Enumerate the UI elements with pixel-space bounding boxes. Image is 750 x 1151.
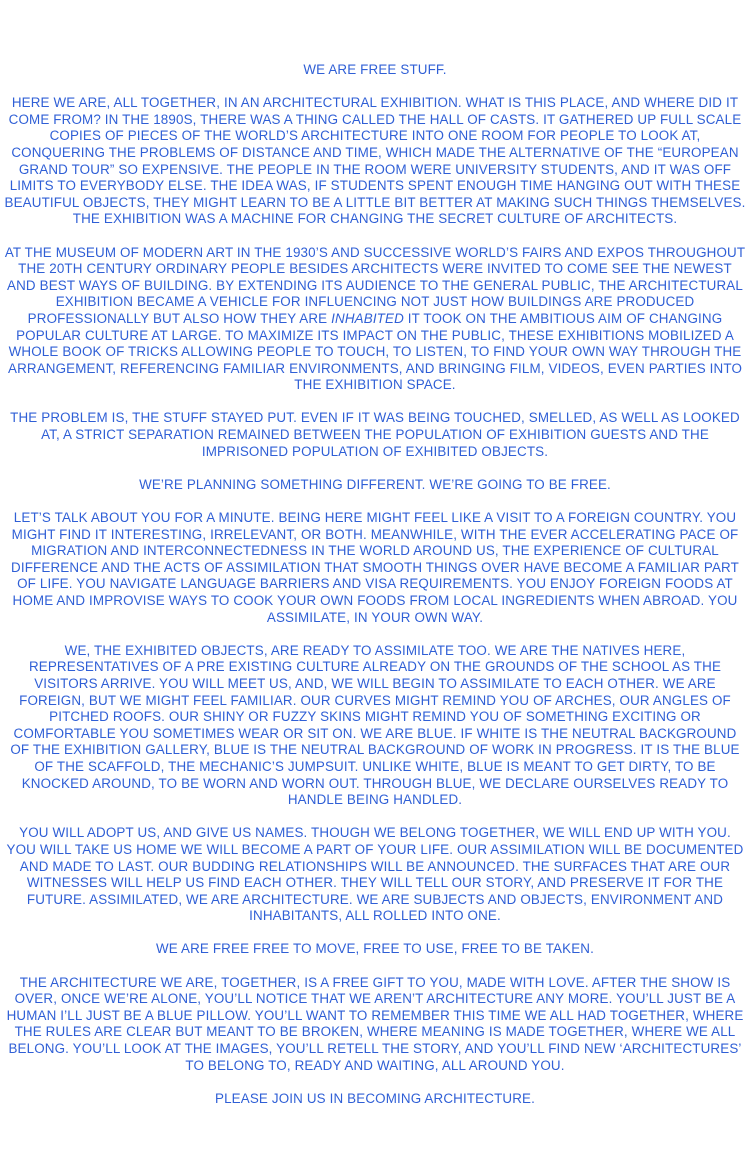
paragraph-hall-of-casts: HERE WE ARE, ALL TOGETHER, IN AN ARCHITECTURAL EXHIBITION. WHAT IS THIS PLACE, AND WHERE DID IT COME FROM? IN THE 1890S, THERE WAS A THING CALLED THE HALL OF CASTS. IT GATHERED UP FULL SCALE COPIES OF PIECES OF THE WORLD’S ARCHITECTURE INTO ONE ROOM FOR PEOPLE TO LOOK AT, CONQUERING THE PROBLEMS OF DISTANCE AND TIME, WHICH MADE THE ALTERNATIVE OF THE “EUROPEAN GRAND TOUR” SO EXPENSIVE. THE PEOPLE IN THE ROOM WERE UNIVERSITY STUDENTS, AND IT WAS OFF LIMITS TO EVERYBODY ELSE. THE IDEA WAS, IF STUDENTS SPENT ENOUGH TIME HANGING OUT WITH THESE BEAUTIFUL OBJECTS, THEY MIGHT LEARN TO BE A LITTLE BIT BETTER AT MAKING SUCH THINGS THEMSELVES. THE EXHIBITION WAS A MACHINE FOR CHANGING THE SECRET CULTURE OF ARCHITECTS. <box>4 95 746 227</box>
paragraph-about-you: LET’S TALK ABOUT YOU FOR A MINUTE. BEING HERE MIGHT FEEL LIKE A VISIT TO A FOREIGN COUNTRY. YOU MIGHT FIND IT INTERESTING, IRRELEVANT, OR BOTH. MEANWHILE, WITH THE EVER ACCELERATING PACE OF MIGRATION AND INTERCONNECTEDNESS IN THE WORLD AROUND US, THE EXPERIENCE OF CULTURAL DIFFERENCE AND THE ACTS OF ASSIMILATION THAT SMOOTH THINGS OVER HAVE BECOME A FAMILIAR PART OF LIFE. YOU NAVIGATE LANGUAGE BARRIERS AND VISA REQUIREMENTS. YOU ENJOY FOREIGN FOODS AT HOME AND IMPROVISE WAYS TO COOK YOUR OWN FOODS FROM LOCAL INGREDIENTS WHEN ABROAD. YOU ASSIMILATE, IN YOUR OWN WAY. <box>11 510 739 625</box>
paragraph-the-problem: THE PROBLEM IS, THE STUFF STAYED PUT. EVEN IF IT WAS BEING TOUCHED, SMELLED, AS WELL AS LOOKED AT, A STRICT SEPARATION REMAINED BETWEEN THE POPULATION OF EXHIBITION GUESTS AND THE IMPRISONED POPULATION OF EXHIBITED OBJECTS. <box>10 410 740 459</box>
manifesto-text <box>4 62 746 1124</box>
paragraph-we-are-free: WE ARE FREE FREE TO MOVE, FREE TO USE, FREE TO BE TAKEN. <box>156 941 594 957</box>
paragraph-free-gift: THE ARCHITECTURE WE ARE, TOGETHER, IS A FREE GIFT TO YOU, MADE WITH LOVE. AFTER THE SHOW IS OVER, ONCE WE’RE ALONE, YOU’LL NOTICE THAT WE AREN’T ARCHITECTURE ANY MORE. YOU’LL JUST BE A HUMAN I’LL JUST BE A BLUE PILLOW. YOU’LL WANT TO REMEMBER THIS TIME WE ALL HAD TOGETHER, WHERE THE RULES ARE CLEAR BUT MEANT TO BE BROKEN, WHERE MEANING IS MADE TOGETHER, WHERE WE ALL BELONG. YOU’LL LOOK AT THE IMAGES, YOU’LL RETELL THE STORY, AND YOU’LL FIND NEW ‘ARCHITECTURES’ TO BELONG TO, READY AND WAITING, ALL AROUND YOU. <box>6 974 744 1073</box>
manifesto-title: WE ARE FREE STUFF. <box>303 62 447 77</box>
paragraph-text-start: AT THE MUSEUM OF MODERN ART IN THE 1930’S AND SUCCESSIVE WORLD’S FAIRS AND EXPOS THROUGHOUT THE 20TH CENTURY ORDINARY PEOPLE BESIDES ARCHITECTS WERE INVITED TO COME SEE THE NEWEST AND BEST WAYS OF BUILDING. BY EXTENDING ITS AUDIENCE TO THE GENERAL PUBLIC, THE ARCHITECTURAL EXHIBITION BECAME A VEHICLE FOR INFLUENCING NOT JUST HOW BUILDINGS ARE PRODUCED PROFESSIONALLY BUT ALSO HOW THEY ARE <box>4 244 746 326</box>
paragraph-exhibited-objects: WE, THE EXHIBITED OBJECTS, ARE READY TO ASSIMILATE TOO. WE ARE THE NATIVES HERE, REPRESENTATIVES OF A PRE EXISTING CULTURE ALREADY ON THE GROUNDS OF THE SCHOOL AS THE VISITORS ARRIVE. YOU WILL MEET US, AND, WE WILL BEGIN TO ASSIMILATE TO EACH OTHER. WE ARE FOREIGN, BUT WE MIGHT FEEL FAMILIAR. OUR CURVES MIGHT REMIND YOU OF ARCHES, OUR ANGLES OF PITCHED ROOFS. OUR SHINY OR FUZZY SKINS MIGHT REMIND YOU OF SOMETHING EXCITING OR COMFORTABLE YOU SOMETIMES WEAR OR SIT ON. WE ARE BLUE. IF WHITE IS THE NEUTRAL BACKGROUND OF THE EXHIBITION GALLERY, BLUE IS THE NEUTRAL BACKGROUND OF WORK IN PROGRESS. IT IS THE BLUE OF THE SCAFFOLD, THE MECHANIC’S JUMPSUIT. UNLIKE WHITE, BLUE IS MEANT TO GET DIRTY, TO BE KNOCKED AROUND, TO BE WORN AND WORN OUT. THROUGH BLUE, WE DECLARE OURSELVES READY TO HANDLE BEING HANDLED. <box>10 642 740 808</box>
paragraph-text-end: IT TOOK ON THE AMBITIOUS AIM OF CHANGING POPULAR CULTURE AT LARGE. TO MAXIMIZE ITS IMPACT ON THE PUBLIC, THESE EXHIBITIONS MOBILIZED A WHOLE BOOK OF TRICKS ALLOWING PEOPLE TO TOUCH, TO LISTEN, TO FIND YOUR OWN WAY THROUGH THE ARRANGEMENT, REFERENCING FAMILIAR ENVIRONMENTS, AND BRINGING FILM, VIDEOS, EVEN PARTIES INTO THE EXHIBITION SPACE. <box>7 310 743 393</box>
paragraph-museum-of-modern-art <box>4 245 746 394</box>
paragraph-something-different: WE’RE PLANNING SOMETHING DIFFERENT. WE’RE GOING TO BE FREE. <box>139 476 611 492</box>
paragraph-adopt-us: YOU WILL ADOPT US, AND GIVE US NAMES. THOUGH WE BELONG TOGETHER, WE WILL END UP WITH YOU. YOU WILL TAKE US HOME WE WILL BECOME A PART OF YOUR LIFE. OUR ASSIMILATION WILL BE DOCUMENTED AND MADE TO LAST. OUR BUDDING RELATIONSHIPS WILL BE ANNOUNCED. THE SURFACES THAT ARE OUR WITNESSES WILL HELP US FIND EACH OTHER. THEY WILL TELL OUR STORY, AND PRESERVE IT FOR THE FUTURE. ASSIMILATED, WE ARE ARCHITECTURE. WE ARE SUBJECTS AND OBJECTS, ENVIRONMENT AND INHABITANTS, ALL ROLLED INTO ONE. <box>6 825 744 924</box>
emphasis-inhabited: INHABITED <box>331 310 404 326</box>
paragraph-join-us: PLEASE JOIN US IN BECOMING ARCHITECTURE. <box>215 1090 535 1106</box>
